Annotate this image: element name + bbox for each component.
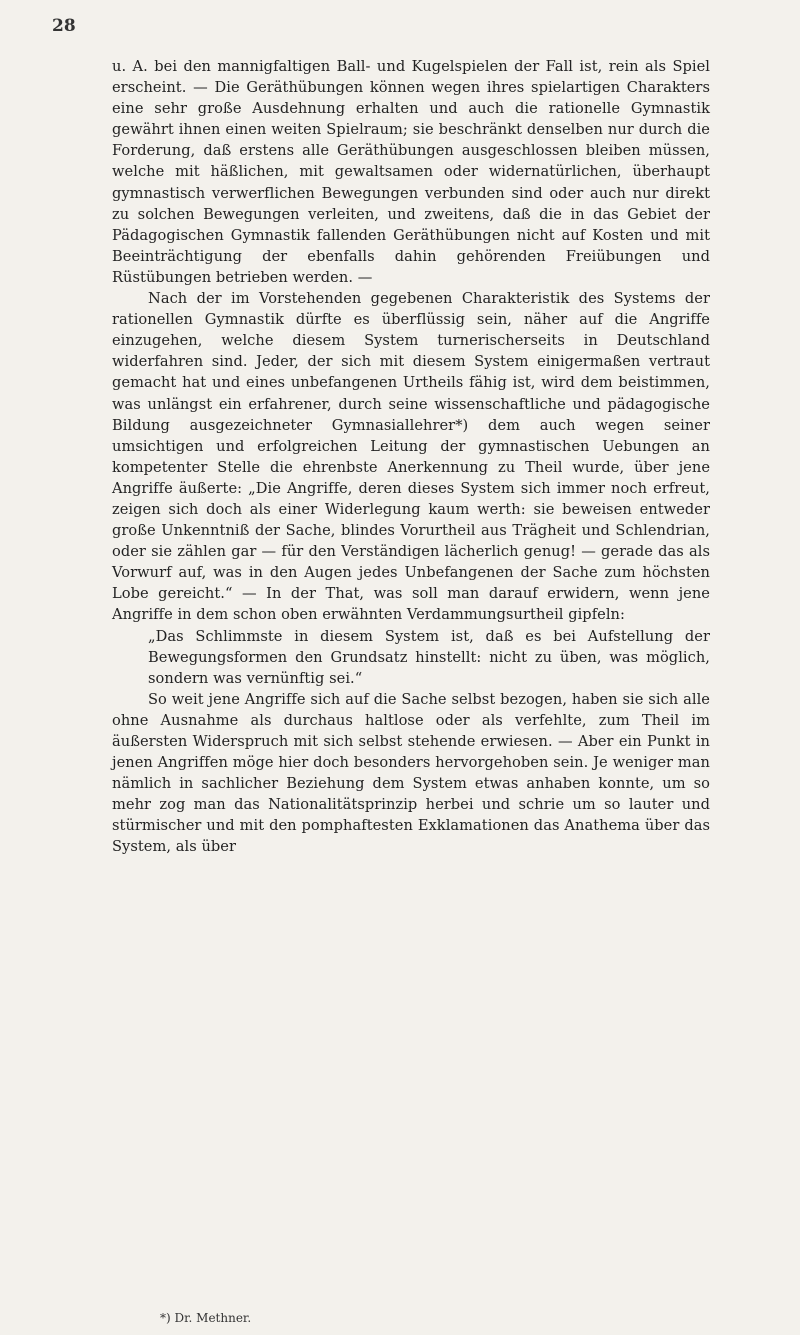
paragraph-1: u. A. bei den mannigfaltigen Ball- und Kugelspielen der Fall ist, rein als Spiel erscheint. — Die Geräthübungen können wegen ihres spielartigen Charakters eine sehr große Ausdehnung erhalten und auch die rationelle Gymnastik gewährt ihnen einen weiten Spielraum; sie beschränkt denselben nur durch die Forderung, daß erstens alle Geräthübungen ausgeschlossen bleiben müssen, welche mit häßlichen, mit gewaltsamen oder widernatürlichen, überhaupt gymnastisch verwerflichen Bewegungen verbunden sind oder auch nur direkt zu solchen Bewegungen verleiten, und zweitens, daß die in das Gebiet der Pädagogischen Gymnastik fallenden Geräthübungen nicht auf Kosten und mit Beeinträchtigung der ebenfalls dahin gehörenden Freiübungen und Rüstübungen betrieben werden. —: [112, 58, 710, 286]
paragraph-3: So weit jene Angriffe sich auf die Sache selbst bezogen, haben sie sich alle ohne Ausnahme als durchaus haltlose oder als verfehlte, zum Theil im äußersten Widerspruch mit sich selbst stehende erwiesen. — Aber ein Punkt in jenen Angriffen möge hier doch besonders hervorgehoben sein. Je weniger man nämlich in sachlicher Beziehung dem System etwas anhaben konnte, um so mehr zog man das Nationalitätsprinzip herbei und schrie um so lauter und stürmischer und mit den pomphaftesten Exklamationen das Anathema über das System, als über: [112, 690, 710, 856]
footnote: *) Dr. Methner.: [160, 1311, 252, 1325]
body-text: [112, 56, 710, 858]
block-quote: „Das Schlimmste in diesem System ist, daß es bei Aufstellung der Bewegungsformen den Grundsatz hinstellt: nicht zu üben, was möglich, sondern was vernünftig sei.“: [148, 627, 710, 687]
page-number: 28: [52, 16, 76, 36]
paragraph-2: Nach der im Vorstehenden gegebenen Charakteristik des Systems der rationellen Gymnastik dürfte es überflüssig sein, näher auf die Angriffe einzugehen, welche diesem System turnerischerseits in Deutschland widerfahren sind. Jeder, der sich mit diesem System einigermaßen vertraut gemacht hat und eines unbefangenen Urtheils fähig ist, wird dem beistimmen, was unlängst ein erfahrener, durch seine wissenschaftliche und pädagogische Bildung ausgezeichneter Gymnasiallehrer*) dem auch wegen seiner umsichtigen und erfolgreichen Leitung der gymnastischen Uebungen an kompetenter Stelle die ehrenbste Anerkennung zu Theil wurde, über jene Angriffe äußerte: „Die Angriffe, deren dieses System sich immer noch erfreut, zeigen sich doch als einer Widerlegung kaum werth: sie beweisen entweder große Unkenntniß der Sache, blindes Vorurtheil aus Trägheit und Schlendrian, oder sie zählen gar — für den Verständigen lächerlich genug! — gerade das als Vorwurf auf, was in den Augen jedes Unbefangenen der Sache zum höchsten Lobe gereicht.“ — In der That, was soll man darauf erwidern, wenn jene Angriffe in dem schon oben erwähnten Verdammungsurtheil gipfeln:: [112, 290, 710, 624]
